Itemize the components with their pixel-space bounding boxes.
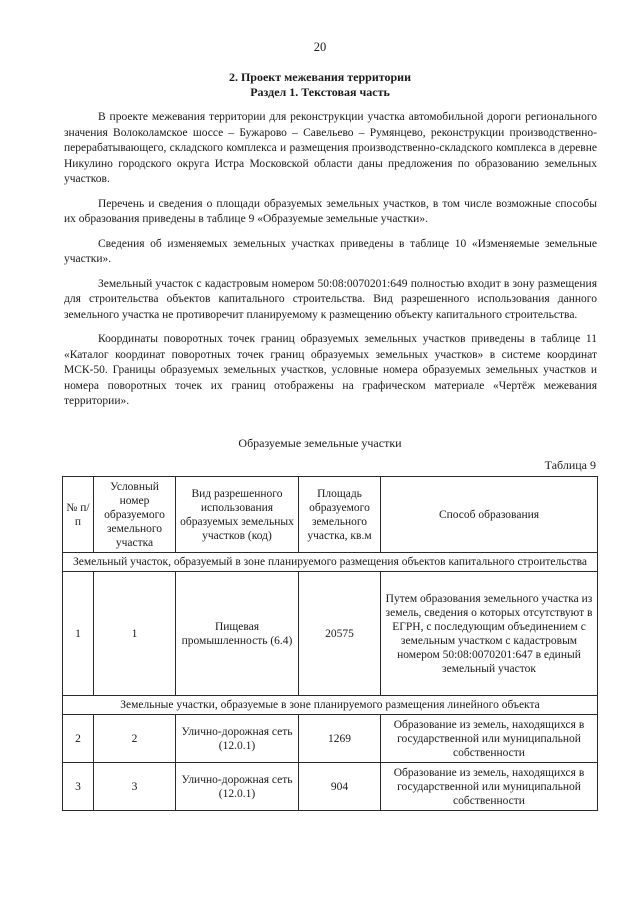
- row-area: 20575: [299, 572, 381, 696]
- text-body: [64, 110, 597, 419]
- paragraph-coordinates: Координаты поворотных точек границ образуемых земельных участков приведены в таблице 11 «Каталог координат поворотных точек границ образуемых земельных участков» в системе координат МСК-50. Границы образуемых земельных участков, условные номера образуемых земельных участков и номера поворотных точек их границ отображены на графическом материале «Чертёж межевания территории».: [64, 333, 597, 407]
- header-use-type: Вид разрешенного использования образуемых земельных участков (код): [176, 477, 299, 553]
- row-method: Образование из земель, находящихся в государственной или муниципальной собственности: [381, 715, 598, 763]
- heading-subtitle: Раздел 1. Текстовая часть: [250, 85, 390, 99]
- header-num: № п/п: [63, 477, 94, 553]
- row-num: 3: [63, 763, 94, 811]
- row-area: 1269: [299, 715, 381, 763]
- table-section-row: [63, 696, 598, 715]
- paragraph-cadastral: Земельный участок с кадастровым номером 50:08:0070201:649 полностью входит в зону размещения для строительства объектов капитального строительства. Вид разрешенного использования данного земельного участка не противоречит планируемому к размещению объекту капитального строительства.: [64, 277, 597, 321]
- row-cond-num: 1: [94, 572, 176, 696]
- table-header-row: [63, 477, 598, 553]
- row-use-type: Пищевая промышленность (6.4): [176, 572, 299, 696]
- header-cond-num: Условный номер образуемого земельного участка: [94, 477, 176, 553]
- row-use-type: Улично-дорожная сеть (12.0.1): [176, 715, 299, 763]
- header-method: Способ образования: [381, 477, 598, 553]
- row-method: Путем образования земельного участка из земель, сведения о которых отсутствуют в ЕГРН, с последующим объединением с земельным участком с кадастровым номером 50:08:0070201:647 в единый земельный участок: [381, 572, 598, 696]
- table-section-row: [63, 553, 598, 572]
- row-cond-num: 2: [94, 715, 176, 763]
- page-number: 20: [313, 40, 327, 54]
- row-cond-num: 3: [94, 763, 176, 811]
- table-row: [63, 715, 598, 763]
- row-area: 904: [299, 763, 381, 811]
- header-area: Площадь образуемого земельного участка, кв.м: [299, 477, 381, 553]
- section-heading: [0, 70, 640, 100]
- section-linear-object: Земельные участки, образуемые в зоне планируемого размещения линейного объекта: [63, 696, 598, 715]
- paragraph-intro: В проекте межевания территории для реконструкции участка автомобильной дороги регионального значения Волоколамское шоссе – Бужарово – Савельево – Румянцево, реконструкции производственно-перерабатывающего, складского комплекса и размещения производственно-складского комплекса в деревне Никулино городского округа Истра Московской области даны предложения по образованию земельных участков.: [64, 111, 597, 185]
- heading-title: 2. Проект межевания территории: [228, 70, 412, 84]
- row-num: 2: [63, 715, 94, 763]
- table-row: [63, 572, 598, 696]
- row-use-type: Улично-дорожная сеть (12.0.1): [176, 763, 299, 811]
- row-method: Образование из земель, находящихся в государственной или муниципальной собственности: [381, 763, 598, 811]
- row-num: 1: [63, 572, 94, 696]
- land-plots-table: [62, 476, 598, 811]
- section-capital-construction: Земельный участок, образуемый в зоне планируемого размещения объектов капитального строительства: [63, 553, 598, 572]
- table-label: Таблица 9: [544, 458, 596, 472]
- table-row: [63, 763, 598, 811]
- paragraph-table9-ref: Перечень и сведения о площади образуемых земельных участков, в том числе возможные способы их образования приведены в таблице 9 «Образуемые земельные участки».: [64, 197, 597, 225]
- paragraph-table10-ref: Сведения об изменяемых земельных участках приведены в таблице 10 «Изменяемые земельные участки».: [64, 237, 597, 265]
- table-caption: Образуемые земельные участки: [238, 436, 402, 450]
